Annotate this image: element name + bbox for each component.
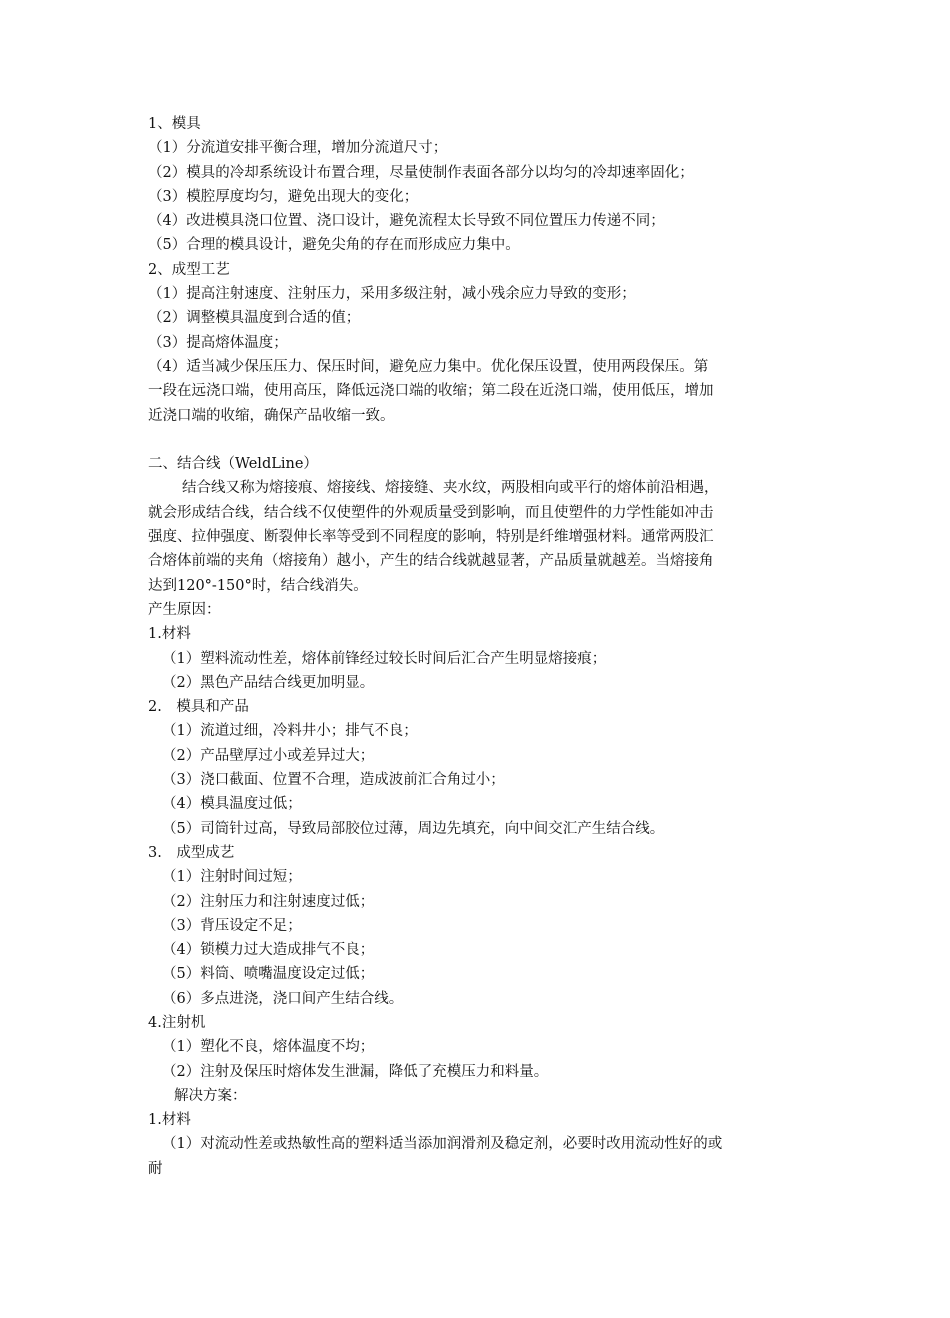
list-item: （6）多点进浇，浇口间产生结合线。	[162, 990, 404, 1007]
paragraph-line: 就会形成结合线，结合线不仅使塑件的外观质量受到影响，而且使塑件的力学性能如冲击	[148, 504, 714, 521]
list-item: （3）背压设定不足；	[162, 917, 302, 934]
causes-title: 产生原因：	[148, 601, 221, 618]
solutions-title: 解决方案：	[174, 1087, 247, 1104]
list-item: （4）改进模具浇口位置、浇口设计，避免流程太长导致不同位置压力传递不同；	[148, 213, 665, 230]
list-item-line: 耐	[148, 1160, 163, 1177]
paragraph-line: 强度、拉伸强度、断裂伸长率等受到不同程度的影响，特别是纤维增强材料。通常两股汇	[148, 529, 714, 546]
section-heading: 1、模具	[148, 116, 201, 132]
document-page	[148, 112, 808, 1181]
section-title: 二、结合线（WeldLine）	[148, 456, 318, 473]
list-item: （1）塑化不良，熔体温度不均；	[162, 1039, 375, 1056]
list-item: （3）模腔厚度均匀，避免出现大的变化；	[148, 188, 419, 205]
list-item-line: 近浇口端的收缩，确保产品收缩一致。	[148, 407, 395, 424]
paragraph-line: 合熔体前端的夹角（熔接角）越小，产生的结合线就越显著，产品质量就越差。当熔接角	[148, 553, 714, 570]
list-item: （2）产品壁厚过小或差异过大；	[162, 747, 375, 764]
list-item: （4）锁模力过大造成排气不良；	[162, 942, 375, 959]
list-item: （1）注射时间过短；	[162, 869, 302, 886]
list-item: （3）提高熔体温度；	[148, 334, 288, 351]
list-item: （1）塑料流动性差，熔体前锋经过较长时间后汇合产生明显熔接痕；	[162, 650, 607, 667]
list-item: （4）模具温度过低；	[162, 796, 302, 813]
subsection-heading: 2. 模具和产品	[148, 699, 249, 716]
list-item: （5）料筒、喷嘴温度设定过低；	[162, 966, 375, 983]
subsection-heading: 3. 成型成艺	[148, 844, 235, 861]
list-item: （1）提高注射速度、注射压力，采用多级注射，减小残余应力导致的变形；	[148, 286, 636, 303]
list-item: （2）注射压力和注射速度过低；	[162, 893, 375, 910]
list-item: （1）流道过细，冷料井小；排气不良；	[162, 723, 418, 740]
list-item: （2）注射及保压时熔体发生泄漏，降低了充模压力和料量。	[162, 1063, 549, 1080]
list-item: （5）合理的模具设计，避免尖角的存在而形成应力集中。	[148, 237, 520, 254]
list-item-line: 一段在远浇口端，使用高压，降低远浇口端的收缩；第二段在近浇口端，使用低压，增加	[148, 383, 714, 400]
section-heading: 2、成型工艺	[148, 261, 230, 278]
list-item: （2）黑色产品结合线更加明显。	[162, 674, 375, 691]
list-item-line: （4）适当减少保压压力、保压时间，避免应力集中。优化保压设置，使用两段保压。第	[148, 358, 709, 375]
subsection-heading: 1.材料	[148, 626, 191, 643]
list-item: （2）模具的冷却系统设计布置合理，尽量使制作表面各部分以均匀的冷却速率固化；	[148, 164, 694, 181]
list-item: （1）分流道安排平衡合理，增加分流道尺寸；	[148, 140, 448, 157]
paragraph-line: 结合线又称为熔接痕、熔接线、熔接缝、夹水纹，两股相向或平行的熔体前沿相遇，	[182, 480, 719, 497]
list-item: （5）司筒针过高，导致局部胶位过薄，周边先填充，向中间交汇产生结合线。	[162, 820, 665, 837]
list-item-line: （1）对流动性差或热敏性高的塑料适当添加润滑剂及稳定剂，必要时改用流动性好的或	[162, 1136, 723, 1153]
subsection-heading: 4.注射机	[148, 1014, 206, 1031]
list-item: （3）浇口截面、位置不合理，造成波前汇合角过小；	[162, 772, 505, 789]
subsection-heading: 1.材料	[148, 1112, 191, 1129]
paragraph-line: 达到120°-150°时，结合线消失。	[148, 577, 368, 594]
spacer	[148, 428, 808, 452]
list-item: （2）调整模具温度到合适的值；	[148, 310, 361, 327]
